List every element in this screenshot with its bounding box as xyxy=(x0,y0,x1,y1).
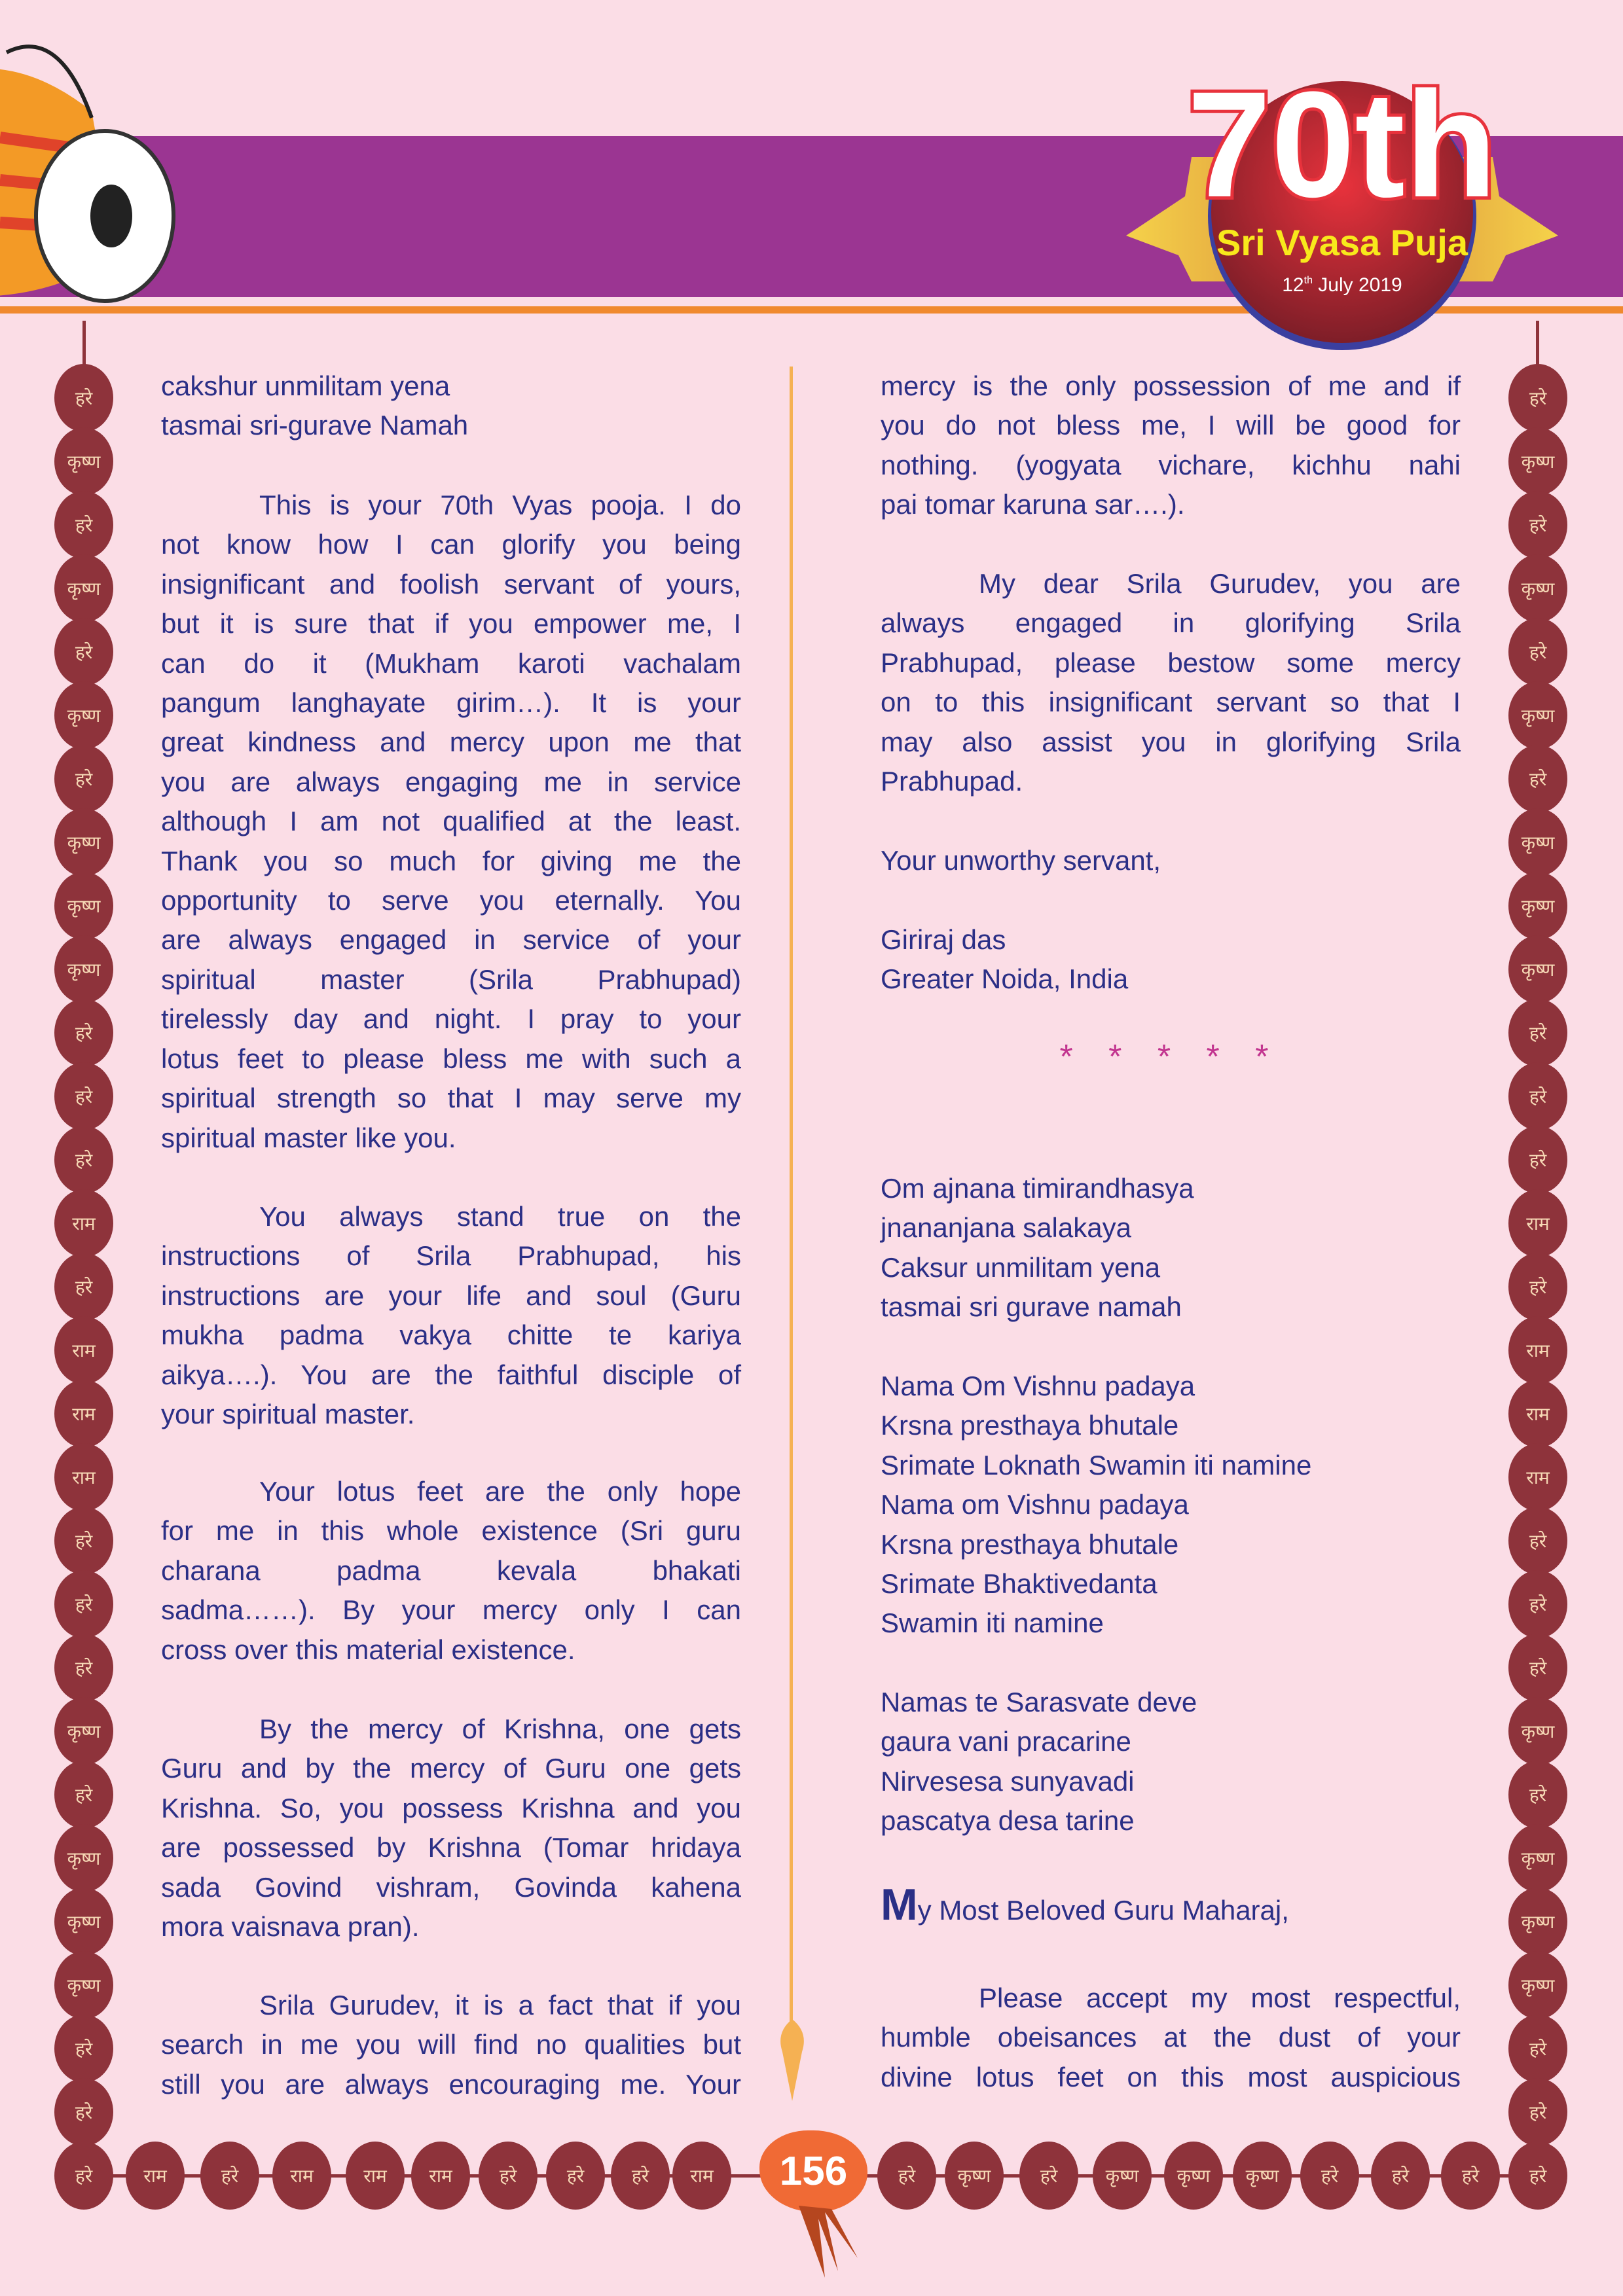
text-paragraph xyxy=(881,1169,1461,1327)
mala-bead: हरे xyxy=(1019,2142,1078,2210)
mala-bead: कृष्ण xyxy=(1508,872,1567,940)
mala-bead: हरे xyxy=(54,1570,113,1638)
text-line: spiritual strength so that I may serve my xyxy=(161,1083,741,1114)
mala-bead: कृष्ण xyxy=(54,935,113,1003)
text-line: insignificant and foolish servant of yours, xyxy=(161,568,741,600)
text-line: Swamin iti namine xyxy=(881,1607,1104,1639)
text-paragraph xyxy=(161,486,741,1158)
mala-bead: हरे xyxy=(1508,1507,1567,1575)
mala-bead: हरे xyxy=(1508,2078,1567,2146)
mala-bead: हरे xyxy=(546,2142,605,2210)
text-paragraph xyxy=(881,841,1461,880)
text-line: cakshur unmilitam yena xyxy=(161,370,450,401)
text-line: By the mercy of Krishna, one gets xyxy=(259,1713,741,1744)
text-line: mercy is the only possession of me and if xyxy=(881,370,1461,401)
text-paragraph xyxy=(881,564,1461,801)
text-line: Srimate Bhaktivedanta xyxy=(881,1568,1158,1600)
page-number: 156 xyxy=(759,2130,867,2212)
text-paragraph xyxy=(881,920,1461,999)
mala-bead: हरे xyxy=(54,2015,113,2083)
text-paragraph xyxy=(161,367,741,446)
mala-bead: हरे xyxy=(1371,2142,1430,2210)
mala-bead: हरे xyxy=(54,1062,113,1130)
mala-bead: हरे xyxy=(54,2142,113,2210)
mala-bead: कृष्ण xyxy=(1508,935,1567,1003)
text-line: your spiritual master. xyxy=(161,1399,415,1430)
text-line: lotus feet to please bless me with such a xyxy=(161,1043,741,1074)
mala-bead: हरे xyxy=(1508,1253,1567,1321)
mala-bead: कृष्ण xyxy=(54,1951,113,2019)
text-paragraph xyxy=(881,1367,1461,1643)
mala-bead: हरे xyxy=(1508,491,1567,559)
text-paragraph xyxy=(881,367,1461,525)
mala-bead: हरे xyxy=(1508,1634,1567,1702)
mala-bead: कृष्ण xyxy=(1508,1824,1567,1892)
text-line: but it is sure that if you empower me, I xyxy=(161,608,741,639)
badge-date: 12th July 2019 xyxy=(1282,274,1402,296)
mala-bead: राम xyxy=(1508,1443,1567,1511)
text-line: sadma……). By your mercy only I can xyxy=(161,1594,741,1626)
text-line: pangum langhayate girim…). It is your xyxy=(161,687,741,719)
text-line: Your lotus feet are the only hope xyxy=(259,1476,741,1507)
mala-bead: कृष्ण xyxy=(1233,2142,1292,2210)
mala-bead: हरे xyxy=(1508,745,1567,813)
column-divider xyxy=(790,367,793,2022)
mala-bead: हरे xyxy=(1508,999,1567,1067)
mala-bead: कृष्ण xyxy=(54,681,113,749)
text-line: on to this insignificant servant so that I xyxy=(881,687,1461,718)
mala-bead: कृष्ण xyxy=(54,427,113,495)
text-line: divine lotus feet on this most auspicious xyxy=(881,2061,1461,2092)
text-line: charana padma kevala bhakati xyxy=(161,1554,741,1586)
mala-bead: हरे xyxy=(877,2142,936,2210)
text-line: sada Govind vishram, Govinda kahena xyxy=(161,1871,741,1903)
mala-bead: राम xyxy=(54,1316,113,1384)
mridanga-drum-icon xyxy=(0,20,203,308)
text-paragraph xyxy=(881,1683,1461,1841)
mala-bead: हरे xyxy=(54,1507,113,1575)
text-line: aikya….). You are the faithful disciple of xyxy=(161,1359,741,1390)
mala-bead: हरे xyxy=(54,491,113,559)
mala-bead: राम xyxy=(54,1443,113,1511)
mala-bead: राम xyxy=(1508,1380,1567,1448)
text-line: Krsna presthaya bhutale xyxy=(881,1528,1179,1560)
mala-bead: कृष्ण xyxy=(54,1888,113,1956)
mala-bead: कृष्ण xyxy=(945,2142,1004,2210)
text-paragraph xyxy=(161,1986,741,2104)
text-paragraph xyxy=(161,1710,741,1946)
badge-number: 70th xyxy=(1187,65,1497,228)
mala-bead: कृष्ण xyxy=(1508,1697,1567,1765)
text-line: tasmai sri-gurave Namah xyxy=(161,410,469,441)
text-line: Krsna presthaya bhutale xyxy=(881,1410,1179,1441)
text-line: spiritual master like you. xyxy=(161,1122,456,1153)
mala-bead: हरे xyxy=(611,2142,670,2210)
text-line: Srila Gurudev, it is a fact that if you xyxy=(259,1990,741,2020)
salutation: My Most Beloved Guru Maharaj, xyxy=(881,1880,1289,1929)
mala-bead: कृष्ण xyxy=(54,808,113,876)
mala-bead: राम xyxy=(126,2142,185,2210)
text-line: Prabhupad. xyxy=(881,766,1023,797)
mala-bead: कृष्ण xyxy=(54,872,113,940)
text-paragraph xyxy=(881,1979,1461,2097)
mala-bead: हरे xyxy=(1508,1761,1567,1829)
badge-title: Sri Vyasa Puja xyxy=(1216,222,1468,263)
text-line: always engaged in glorifying Srila xyxy=(881,607,1461,639)
text-line: you are always engaging me in service xyxy=(161,766,741,797)
mala-bead: राम xyxy=(54,1189,113,1257)
text-line: although I am not qualified at the least. xyxy=(161,806,741,837)
mala-bead: हरे xyxy=(1508,1062,1567,1130)
mala-bead: हरे xyxy=(479,2142,538,2210)
mala-bead: कृष्ण xyxy=(54,1697,113,1765)
text-line: This is your 70th Vyas pooja. I do xyxy=(259,490,741,520)
text-line: cross over this material existence. xyxy=(161,1634,575,1665)
mala-bead: हरे xyxy=(1508,1570,1567,1638)
mala-bead: कृष्ण xyxy=(1164,2142,1223,2210)
mala-bead: हरे xyxy=(54,745,113,813)
mala-bead: हरे xyxy=(1508,618,1567,686)
text-line: opportunity to serve you eternally. You xyxy=(161,885,741,916)
mala-bead: कृष्ण xyxy=(1093,2142,1152,2210)
mala-bead: कृष्ण xyxy=(1508,1951,1567,2019)
text-line: you do not bless me, I will be good for xyxy=(881,410,1461,441)
mala-bead: राम xyxy=(346,2142,405,2210)
tassel-icon xyxy=(786,2206,877,2278)
text-line: Prabhupad, please bestow some mercy xyxy=(881,647,1461,678)
mala-bead: हरे xyxy=(1508,1126,1567,1194)
mala-bead: हरे xyxy=(54,1253,113,1321)
mala-bead: हरे xyxy=(54,364,113,432)
text-line: still you are always encouraging me. Your xyxy=(161,2068,741,2100)
text-line: gaura vani pracarine xyxy=(881,1726,1131,1757)
mala-bead: कृष्ण xyxy=(1508,427,1567,495)
text-line: pai tomar karuna sar….). xyxy=(881,489,1185,520)
text-line: mukha padma vakya chitte te kariya xyxy=(161,1319,741,1351)
text-line: are possessed by Krishna (Tomar hridaya xyxy=(161,1832,741,1863)
text-line: for me in this whole existence (Sri guru xyxy=(161,1515,741,1547)
mala-bead: हरे xyxy=(1441,2142,1500,2210)
text-line: Nama Om Vishnu padaya xyxy=(881,1371,1195,1401)
mala-bead: कृष्ण xyxy=(54,554,113,622)
mala-bead: राम xyxy=(1508,1316,1567,1384)
mala-bead: कृष्ण xyxy=(1508,1888,1567,1956)
text-paragraph xyxy=(161,1472,741,1670)
text-line: spiritual master (Srila Prabhupad) xyxy=(161,963,741,995)
text-line: tirelessly day and night. I pray to your xyxy=(161,1003,741,1035)
mala-bead: कृष्ण xyxy=(54,1824,113,1892)
text-line: You always stand true on the xyxy=(259,1201,741,1232)
text-line: not know how I can glorify you being xyxy=(161,529,741,560)
text-line: instructions of Srila Prabhupad, his xyxy=(161,1240,741,1272)
mala-bead: कृष्ण xyxy=(1508,554,1567,622)
mala-bead: कृष्ण xyxy=(1508,681,1567,749)
text-line: are always engaged in service of your xyxy=(161,924,741,956)
mala-bead: हरे xyxy=(54,1634,113,1702)
text-line: Nirvesesa sunyavadi xyxy=(881,1765,1135,1797)
mala-bead: हरे xyxy=(1508,364,1567,432)
mala-bead: हरे xyxy=(1300,2142,1359,2210)
mala-bead: हरे xyxy=(54,1126,113,1194)
text-line: Greater Noida, India xyxy=(881,963,1129,995)
text-line: Nama om Vishnu padaya xyxy=(881,1489,1189,1520)
mala-bead: हरे xyxy=(54,618,113,686)
text-line: humble obeisances at the dust of your xyxy=(881,2022,1461,2053)
mala-bead: राम xyxy=(672,2142,731,2210)
mala-bead: हरे xyxy=(1508,2015,1567,2083)
text-line: nothing. (yogyata vichare, kichhu nahi xyxy=(881,449,1461,480)
text-line: Caksur unmilitam yena xyxy=(881,1251,1161,1283)
text-line: tasmai sri gurave namah xyxy=(881,1291,1182,1323)
section-separator: * * * * * xyxy=(1059,1038,1282,1076)
text-line: Guru and by the mercy of Guru one gets xyxy=(161,1753,741,1784)
text-line: search in me you will find no qualities but xyxy=(161,2029,741,2060)
anniversary-badge xyxy=(1113,65,1571,353)
text-line: Krishna. So, you possess Krishna and you xyxy=(161,1792,741,1823)
text-line: Srimate Loknath Swamin iti namine xyxy=(881,1449,1312,1480)
text-line: Please accept my most respectful, xyxy=(979,1982,1461,2013)
mala-bead: राम xyxy=(411,2142,470,2210)
mala-bead: राम xyxy=(1508,1189,1567,1257)
drop-ornament-icon xyxy=(773,2019,812,2104)
text-line: may also assist you in glorifying Srila xyxy=(881,726,1461,757)
text-line: Om ajnana timirandhasya xyxy=(881,1173,1194,1204)
mala-bead: हरे xyxy=(54,999,113,1067)
mala-bead: राम xyxy=(272,2142,331,2210)
text-paragraph xyxy=(161,1197,741,1434)
text-line: can do it (Mukham karoti vachalam xyxy=(161,647,741,679)
mala-bead: हरे xyxy=(200,2142,259,2210)
text-line: Your unworthy servant, xyxy=(881,845,1161,876)
mala-bead: हरे xyxy=(1508,2142,1567,2210)
mala-bead: राम xyxy=(54,1380,113,1448)
text-line: Thank you so much for giving me the xyxy=(161,845,741,876)
text-line: jnananjana salakaya xyxy=(881,1212,1131,1244)
text-line: instructions are your life and soul (Guru xyxy=(161,1280,741,1311)
text-line: pascatya desa tarine xyxy=(881,1805,1135,1837)
text-line: mora vaisnava pran). xyxy=(161,1911,420,1943)
mala-bead: हरे xyxy=(54,2078,113,2146)
mala-bead: हरे xyxy=(54,1761,113,1829)
text-line: My dear Srila Gurudev, you are xyxy=(979,568,1461,599)
text-line: Namas te Sarasvate deve xyxy=(881,1687,1197,1717)
text-line: great kindness and mercy upon me that xyxy=(161,726,741,758)
mala-bead: कृष्ण xyxy=(1508,808,1567,876)
text-line: Giriraj das xyxy=(881,924,1006,955)
